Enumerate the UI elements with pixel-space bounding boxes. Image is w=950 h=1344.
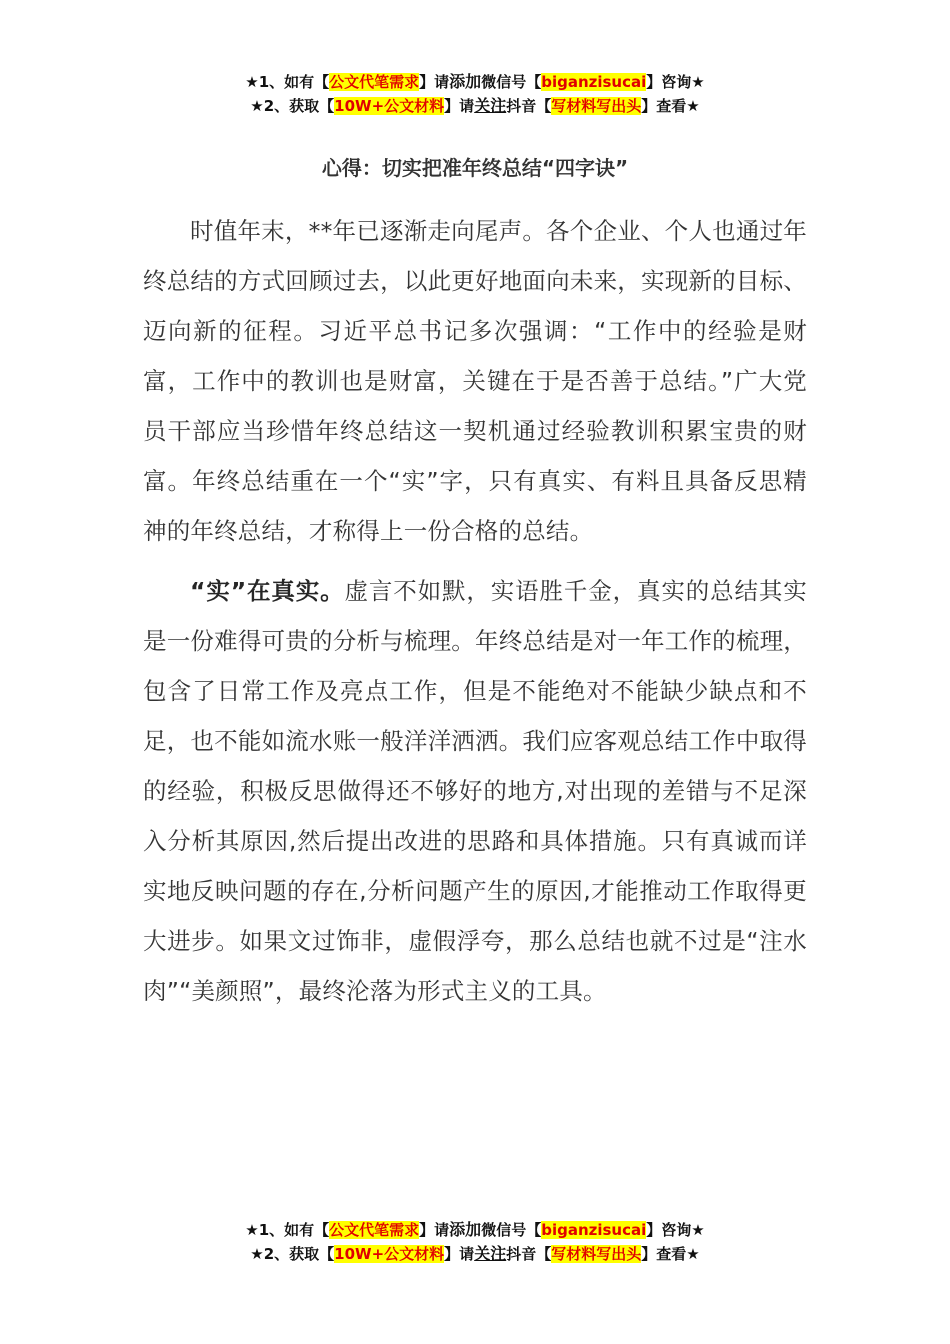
banner-line-1 (0, 1218, 950, 1242)
paragraph-body: 虚言不如默，实语胜千金，真实的总结其实是一份难得可贵的分析与梳理。年终总结是对一年工作的梳理，包含了日常工作及亮点工作，但是不能绝对不能缺少缺点和不足，也不能如流水账一般洋洋洒洒。我们应客观总结工作中取得的经验，积极反思做得还不够好的地方,对出现的差错与不足深入分析其原因,然后提出改进的思路和具体措施。只有真诚而详实地反映问题的存在,分析问题产生的原因,才能推动工作取得更大进步。如果文过饰非，虚假浮夸，那么总结也就不过是“注水肉”“美颜照”，最终沦落为形式主义的工具。 (143, 577, 807, 1005)
paragraph-intro: 时值年末，**年已逐渐走向尾声。各个企业、个人也通过年终总结的方式回顾过去，以此更好地面向未来，实现新的目标、迈向新的征程。习近平总书记多次强调：“工作中的经验是财富，工作中的教训也是财富，关键在于是否善于总结。”广大党员干部应当珍惜年终总结这一契机通过经验教训积累宝贵的财富。年终总结重在一个“实”字，只有真实、有料且具备反思精神的年终总结，才称得上一份合格的总结。 (143, 217, 807, 545)
banner-text: 】请 (419, 1221, 450, 1239)
banner-text: 微信号【 (481, 1221, 542, 1239)
service-highlight: 公文代笔需求 (329, 73, 420, 91)
star-icon: ★ (686, 97, 700, 115)
banner-text: 抖音【 (506, 97, 552, 115)
banner-text: 1、如有【 (258, 1221, 330, 1239)
banner-text: 抖音【 (506, 1245, 552, 1263)
banner-emphasis: 添加 (449, 72, 482, 91)
star-icon: ★ (245, 73, 259, 91)
banner-text: 2、获取【 (263, 1245, 335, 1263)
document-body (143, 206, 807, 1016)
wechat-id-highlight: biganzisucai (541, 73, 647, 91)
banner-text: 】请 (419, 73, 450, 91)
douyin-account-highlight: 写材料写出头 (551, 1245, 642, 1263)
banner-emphasis: 添加 (449, 1220, 482, 1239)
star-icon: ★ (245, 1221, 259, 1239)
star-icon: ★ (250, 1245, 264, 1263)
materials-highlight: 10W+公文材料 (334, 1245, 445, 1263)
service-highlight: 公文代笔需求 (329, 1221, 420, 1239)
banner-text: 】请 (444, 97, 475, 115)
banner-emphasis: 关注 (474, 1244, 507, 1263)
star-icon: ★ (250, 97, 264, 115)
header-banner (0, 70, 950, 118)
banner-text: 微信号【 (481, 73, 542, 91)
banner-text: 2、获取【 (263, 97, 335, 115)
banner-line-2 (0, 1242, 950, 1266)
paragraph-lead: “实”在真实。 (190, 577, 345, 605)
banner-text: 】查看 (641, 1245, 687, 1263)
banner-text: 1、如有【 (258, 73, 330, 91)
banner-text: 】咨询 (646, 73, 692, 91)
paragraph-authenticity (143, 566, 807, 1016)
star-icon: ★ (686, 1245, 700, 1263)
footer-banner (0, 1218, 950, 1266)
banner-line-1 (0, 70, 950, 94)
banner-text: 】查看 (641, 97, 687, 115)
star-icon: ★ (691, 73, 705, 91)
douyin-account-highlight: 写材料写出头 (551, 97, 642, 115)
banner-text: 】请 (444, 1245, 475, 1263)
materials-highlight: 10W+公文材料 (334, 97, 445, 115)
document-title: 心得：切实把准年终总结“四字诀” (321, 156, 629, 180)
banner-line-2 (0, 94, 950, 118)
banner-emphasis: 关注 (474, 96, 507, 115)
banner-text: 】咨询 (646, 1221, 692, 1239)
star-icon: ★ (691, 1221, 705, 1239)
wechat-id-highlight: biganzisucai (541, 1221, 647, 1239)
